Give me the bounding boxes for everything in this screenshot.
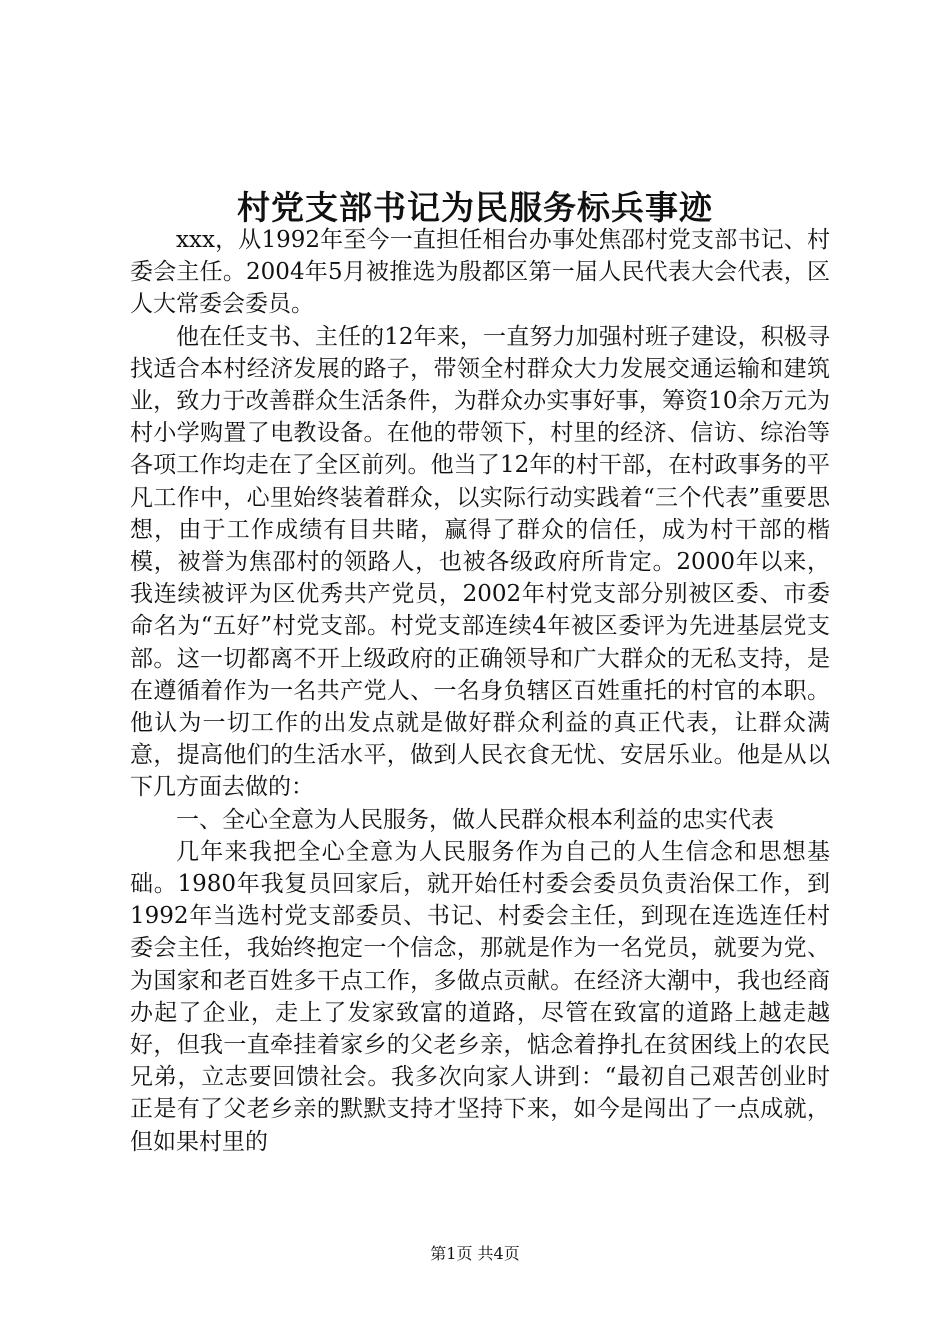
document-title: 村党支部书记为民服务标兵事迹: [237, 188, 713, 227]
paragraph-intro: xxx，从1992年至今一直担任相台办事处焦邵村党支部书记、村委会主任。2004年5月被推选为殷都区第一届人民代表大会代表，区人大常委会委员。: [130, 227, 830, 318]
section-heading-1: 一、全心全意为人民服务，做人民群众根本利益的忠实代表: [176, 806, 774, 833]
document-body: [130, 224, 830, 1158]
paragraph-section-1: 几年来我把全心全意为人民服务作为自己的人生信念和思想基础。1980年我复员回家后，就开始任村委会委员负责治保工作，到1992年当选村党支部委员、书记、村委会主任，到现在连选连任村委会主任，我始终抱定一个信念，那就是作为一名党员，就要为党、为国家和老百姓多干点工作，多做点贡献。在经济大潮中，我也经商办起了企业，走上了发家致富的道路，尽管在致富的道路上越走越好，但我一直牵挂着家乡的父老乡亲，惦念着挣扎在贫困线上的农民兄弟，立志要回馈社会。我多次向家人讲到：“最初自己艰苦创业时正是有了父老乡亲的默默支持才坚持下来，如今是闯出了一点成就，但如果村里的: [130, 838, 830, 1155]
page-number-footer: 第1页 共4页: [430, 1244, 520, 1263]
paragraph-achievements: 他在任支书、主任的12年来，一直努力加强村班子建设，积极寻找适合本村经济发展的路子，带领全村群众大力发展交通运输和建筑业，致力于改善群众生活条件，为群众办实事好事，筹资10余万元为村小学购置了电教设备。在他的带领下，村里的经济、信访、综治等各项工作均走在了全区前列。他当了12年的村干部，在村政事务的平凡工作中，心里始终装着群众，以实际行动实践着“三个代表”重要思想，由于工作成绩有目共睹，赢得了群众的信任，成为村干部的楷模，被誉为焦邵村的领路人，也被各级政府所肯定。2000年以来，我连续被评为区优秀共产党员，2002年村党支部分别被区委、市委命名为“五好”村党支部。村党支部连续4年被区委评为先进基层党支部。这一切都离不开上级政府的正确领导和广大群众的无私支持，是在遵循着作为一名共产党人、一名身负辖区百姓重托的村官的本职。他认为一切工作的出发点就是做好群众利益的真正代表，让群众满意，提高他们的生活水平，做到人民衣食无忧、安居乐业。他是从以下几方面去做的：: [130, 323, 830, 801]
